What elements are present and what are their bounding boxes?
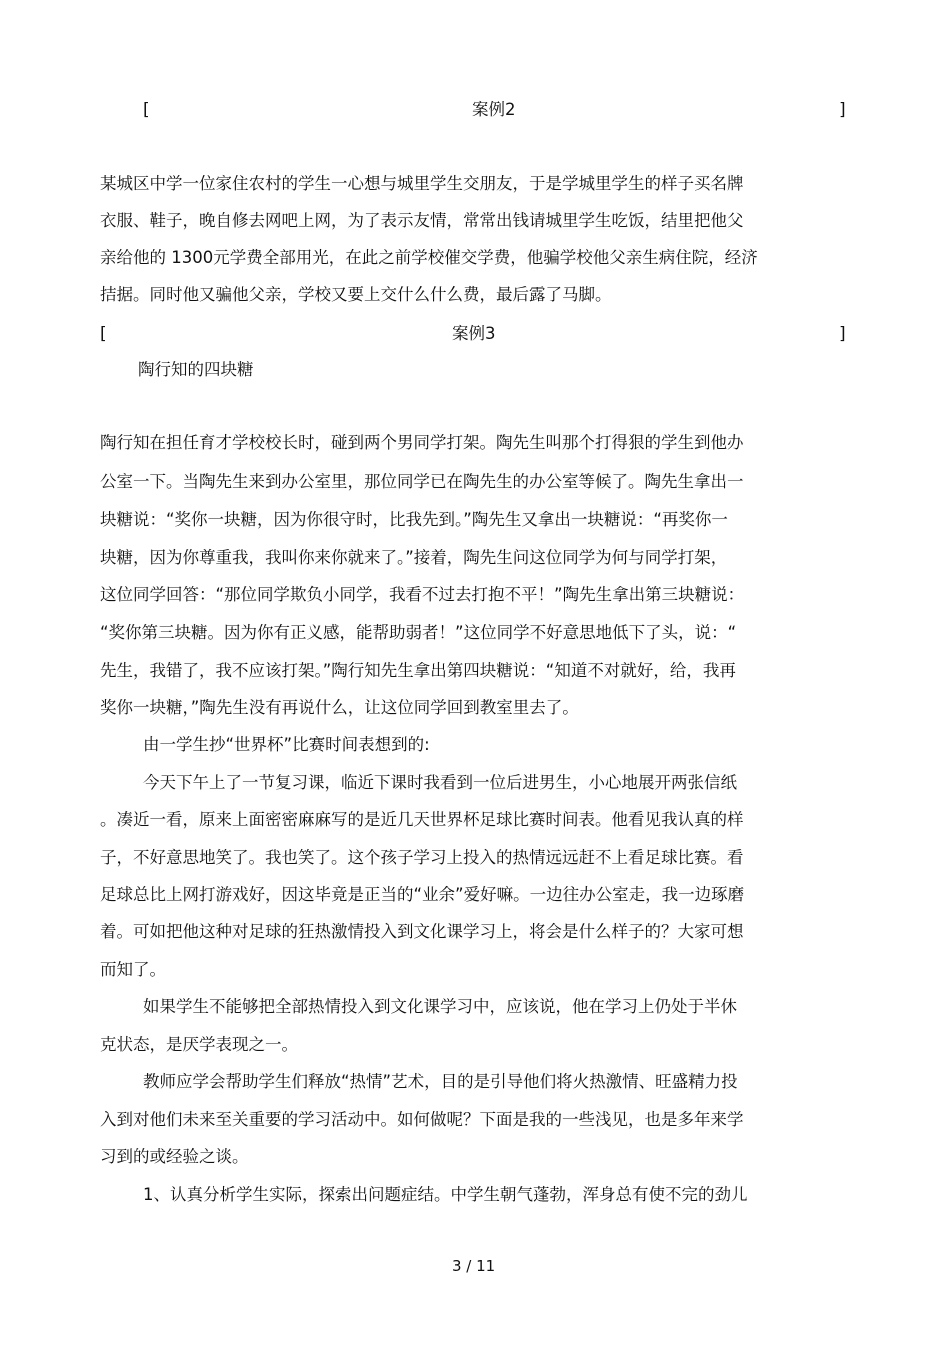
paragraph-line: 着。可如把他这种对足球的狂热激情投入到文化课学习上，将会是什么样子的？大家可想 bbox=[100, 922, 744, 941]
case2-line: 拮据。同时他又骗他父亲，学校又要上交什么什么费，最后露了马脚。 bbox=[100, 285, 612, 304]
case3-title: 陶行知的四块糖 bbox=[138, 360, 254, 379]
paragraph-line: 1、认真分析学生实际，探索出问题症结。中学生朝气蓬勃，浑身总有使不完的劲儿 bbox=[143, 1185, 748, 1204]
paragraph-line: 今天下午上了一节复习课，临近下课时我看到一位后进男生，小心地展开两张信纸 bbox=[143, 773, 737, 792]
paragraph-line: 入到对他们未来至关重要的学习活动中。如何做呢？下面是我的一些浅见，也是多年来学 bbox=[100, 1110, 744, 1129]
paragraph-line: 而知了。 bbox=[100, 960, 166, 979]
case2-heading: 案例2 bbox=[472, 100, 516, 119]
case2-close-bracket: ] bbox=[839, 100, 846, 120]
section-title: 由一学生抄“世界杯”比赛时间表想到的: bbox=[143, 735, 430, 754]
case2-open-bracket: [ bbox=[143, 100, 150, 120]
case3-line: 块糖说：“奖你一块糖，因为你很守时，比我先到。”陶先生又拿出一块糖说：“再奖你一 bbox=[100, 510, 728, 529]
case3-close-bracket: ] bbox=[839, 324, 846, 344]
paragraph-line: 如果学生不能够把全部热情投入到文化课学习中，应该说，他在学习上仍处于半休 bbox=[143, 997, 737, 1016]
case3-line: 奖你一块糖，”陶先生没有再说什么，让这位同学回到教室里去了。 bbox=[100, 698, 579, 717]
paragraph-line: 。凑近一看，原来上面密密麻麻写的是近几天世界杯足球比赛时间表。他看见我认真的样 bbox=[100, 810, 744, 829]
case3-line: 块糖，因为你尊重我，我叫你来你就来了。”接着，陶先生问这位同学为何与同学打架， bbox=[100, 548, 728, 567]
case3-open-bracket: [ bbox=[100, 324, 107, 344]
case3-heading: 案例3 bbox=[452, 324, 496, 343]
case3-line: “奖你第三块糖。因为你有正义感，能帮助弱者！”这位同学不好意思地低下了头，说：“ bbox=[100, 623, 737, 642]
paragraph-line: 习到的或经验之谈。 bbox=[100, 1147, 249, 1166]
case2-line: 亲给他的 1300元学费全部用光，在此之前学校催交学费，他骗学校他父亲生病住院，经济 bbox=[100, 248, 758, 267]
case3-line: 公室一下。当陶先生来到办公室里，那位同学已在陶先生的办公室等候了。陶先生拿出一 bbox=[100, 472, 744, 491]
paragraph-line: 教师应学会帮助学生们释放“热情”艺术，目的是引导他们将火热激情、旺盛精力投 bbox=[143, 1072, 738, 1091]
paragraph-line: 克状态，是厌学表现之一。 bbox=[100, 1035, 298, 1054]
case3-line: 陶行知在担任育才学校校长时，碰到两个男同学打架。陶先生叫那个打得狠的学生到他办 bbox=[100, 433, 744, 452]
case3-line: 先生，我错了，我不应该打架。”陶行知先生拿出第四块糖说：“知道不对就好，给，我再 bbox=[100, 661, 736, 680]
case3-line: 这位同学回答：“那位同学欺负小同学，我看不过去打抱不平！”陶先生拿出第三块糖说： bbox=[100, 585, 745, 604]
page-number: 3 / 11 bbox=[452, 1257, 496, 1275]
paragraph-line: 足球总比上网打游戏好，因这毕竟是正当的“业余”爱好嘛。一边往办公室走，我一边琢磨 bbox=[100, 885, 745, 904]
paragraph-line: 子，不好意思地笑了。我也笑了。这个孩子学习上投入的热情远远赶不上看足球比赛。看 bbox=[100, 848, 744, 867]
case2-line: 衣服、鞋子，晚自修去网吧上网，为了表示友情，常常出钱请城里学生吃饭，结里把他父 bbox=[100, 211, 744, 230]
case2-line: 某城区中学一位家住农村的学生一心想与城里学生交朋友，于是学城里学生的样子买名牌 bbox=[100, 174, 744, 193]
